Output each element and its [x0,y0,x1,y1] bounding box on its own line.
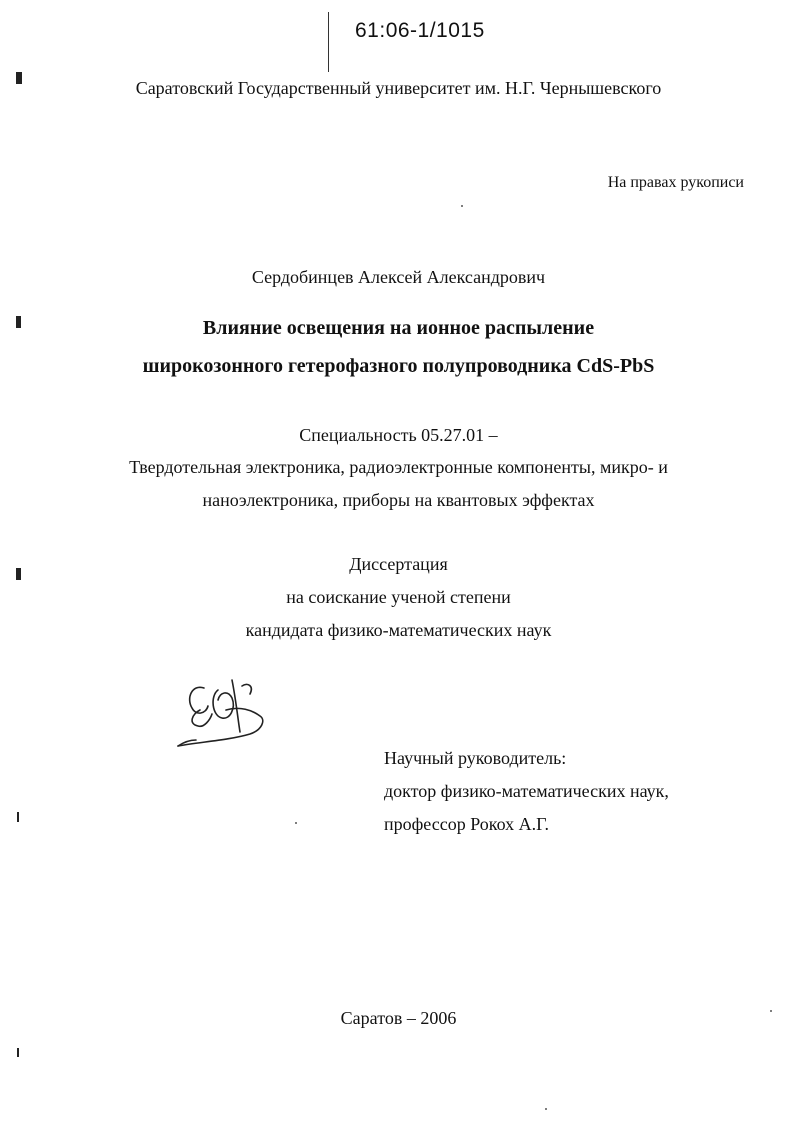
dissertation-degree: кандидата физико-математических наук [245,620,552,640]
supervisor-name: профессор Рокох А.Г. [384,814,550,834]
specialty-code: Специальность 05.27.01 – [299,425,498,445]
thesis-title-line2: широкозонного гетерофазного полупроводника CdS-PbS [142,355,655,377]
supervisor-degree: доктор физико-математических наук, [384,781,669,801]
city-year: Саратов – 2006 [340,1008,457,1028]
university-name: Саратовский Государственный университет им. Н.Г. Чернышевского [135,78,662,98]
author-name: Сердобинцев Алексей Александрович [251,267,546,287]
archive-stamp: 61:06-1/1015 [355,19,485,42]
scan-speck [545,1108,547,1110]
stamp-divider [328,12,329,72]
rights-note: На правах рукописи [607,174,744,191]
dissertation-purpose: на соискание ученой степени [286,587,511,607]
signature [170,670,280,755]
scan-speck [295,822,297,824]
scan-mark [17,812,19,822]
specialty-name-line2: наноэлектроника, приборы на квантовых эффектах [202,490,595,510]
scan-mark [17,1048,19,1057]
specialty-name-line1: Твердотельная электроника, радиоэлектронные компоненты, микро- и [129,457,668,477]
supervisor-label: Научный руководитель: [384,748,567,768]
scan-speck [461,205,463,207]
dissertation-label: Диссертация [349,554,448,574]
thesis-title-line1: Влияние освещения на ионное распыление [202,317,595,339]
